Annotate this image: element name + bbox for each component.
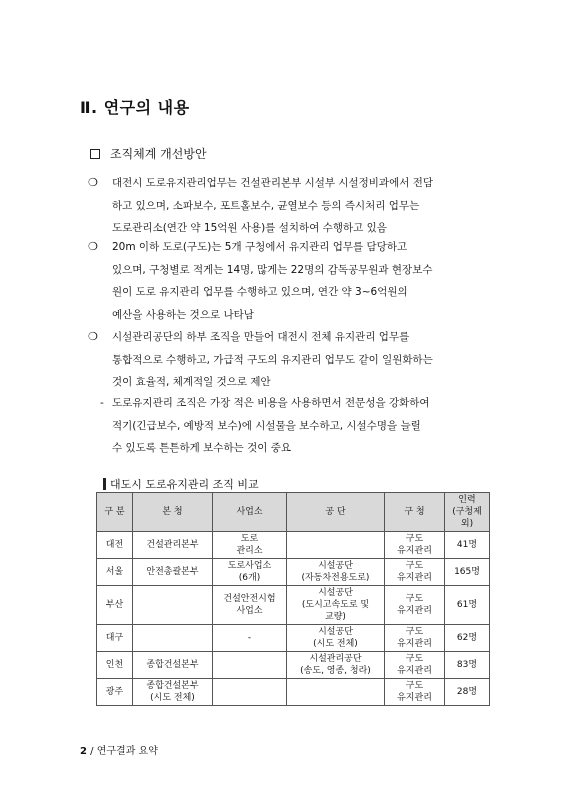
footer-text: 연구결과 요약	[96, 746, 158, 757]
subsection-title: 조직체계 개선방안	[110, 147, 207, 161]
bullet-line: 통합적으로 수행하고, 가급적 구도의 유지관리 업무도 같이 일원화하는	[112, 353, 433, 366]
dash-line: 수 있도록 튼튼하게 보수하는 것이 중요	[112, 442, 291, 454]
table-cell: 62명	[445, 625, 490, 652]
table-row	[97, 652, 490, 679]
table-caption-text: 대도시 도로유지관리 조직 비교	[110, 478, 259, 491]
table-cell: 서울	[97, 559, 133, 586]
table-cell: 구도 유지관리	[385, 586, 445, 625]
table-cell: 안전총괄본부	[133, 559, 213, 586]
table-cell: 인천	[97, 652, 133, 679]
table-cell: 41명	[445, 532, 490, 559]
organization-comparison-table	[96, 492, 490, 706]
circle-bullet-icon: ❍	[88, 330, 98, 343]
dash-line: 도로유지관리 조직은 가장 적은 비용을 사용하면서 전문성을 강화하여	[112, 397, 430, 409]
table-cell: -	[213, 625, 287, 652]
table-header-cell: 인력 (구청제외)	[445, 493, 490, 532]
page-number: 2	[80, 746, 87, 757]
table-cell: 도로사업소 (6개)	[213, 559, 287, 586]
table-header-cell: 공 단	[287, 493, 385, 532]
circle-bullet-icon: ❍	[88, 176, 98, 189]
table-cell: 시설공단 (도시고속도로 및 교량)	[287, 586, 385, 625]
table-header-cell: 구 청	[385, 493, 445, 532]
table-row	[97, 625, 490, 652]
square-bullet-icon	[90, 149, 100, 159]
table-caption	[103, 476, 259, 492]
table-cell: 대전	[97, 532, 133, 559]
bullet-item-2	[88, 236, 493, 326]
table-cell	[287, 679, 385, 706]
table-cell: 61명	[445, 586, 490, 625]
table-cell: 종합건설본부 (시도 전체)	[133, 679, 213, 706]
table-cell: 165명	[445, 559, 490, 586]
caption-bar-icon	[103, 478, 106, 490]
table-cell: 광주	[97, 679, 133, 706]
page-footer	[80, 742, 158, 757]
table-cell: 구도 유지관리	[385, 559, 445, 586]
table-cell	[213, 652, 287, 679]
bullet-line: 시설관리공단의 하부 조직을 만들어 대전시 전체 유지관리 업무를	[112, 331, 410, 343]
table-cell: 구도 유지관리	[385, 532, 445, 559]
bullet-line: 도로관리소(연간 약 15억원 사용)를 설치하여 수행하고 있음	[112, 222, 387, 234]
table-header-cell: 구 분	[97, 493, 133, 532]
table-cell: 시설공단 (자동차전용도로)	[287, 559, 385, 586]
table-body	[97, 532, 490, 706]
table-cell: 시설공단 (시도 전체)	[287, 625, 385, 652]
table-cell: 시설관리공단 (송도, 영종, 청라)	[287, 652, 385, 679]
table-cell: 종합건설본부	[133, 652, 213, 679]
bullet-line: 대전시 도로유지관리업무는 건설관리본부 시설부 시설정비과에서 전담	[112, 177, 433, 189]
table-cell	[287, 532, 385, 559]
table-row	[97, 679, 490, 706]
table-cell: 28명	[445, 679, 490, 706]
table-row	[97, 532, 490, 559]
bullet-item-1	[88, 172, 493, 240]
table-cell: 83명	[445, 652, 490, 679]
circle-bullet-icon: ❍	[88, 240, 98, 253]
bullet-line: 있으며, 구청별로 적게는 14명, 많게는 22명의 감독공무원과 현장보수	[112, 263, 433, 276]
table-cell: 부산	[97, 586, 133, 625]
table-cell	[133, 625, 213, 652]
dash-line: 적기(긴급보수, 예방적 보수)에 시설물을 보수하고, 시설수명을 늘릴	[112, 419, 421, 432]
dash-bullet: -	[100, 397, 104, 409]
section-title: Ⅱ. 연구의 내용	[80, 98, 190, 117]
table-cell: 대구	[97, 625, 133, 652]
table-header-cell: 사업소	[213, 493, 287, 532]
bullet-line: 하고 있으며, 소파보수, 포트홀보수, 균열보수 등의 즉시처리 업무는	[112, 199, 420, 212]
bullet-line: 예산을 사용하는 것으로 나타남	[112, 308, 254, 321]
table-cell: 구도 유지관리	[385, 625, 445, 652]
table-cell: 도로 관리소	[213, 532, 287, 559]
table-header-row	[97, 493, 490, 532]
table-cell: 건설관리본부	[133, 532, 213, 559]
bullet-item-3	[88, 326, 493, 394]
table-cell	[133, 586, 213, 625]
table-cell: 건설안전시험 사업소	[213, 586, 287, 625]
dash-item	[100, 392, 495, 460]
table-header-cell: 본 청	[133, 493, 213, 532]
subsection-heading	[90, 145, 207, 162]
footer-separator: /	[90, 746, 94, 757]
bullet-line: 20m 이하 도로(구도)는 5개 구청에서 유지관리 업무를 담당하고	[112, 241, 408, 253]
table-row	[97, 559, 490, 586]
table-cell: 구도 유지관리	[385, 679, 445, 706]
bullet-line: 원이 도로 유지관리 업무를 수행하고 있으며, 연간 약 3~6억원의	[112, 286, 408, 298]
table-cell: 구도 유지관리	[385, 652, 445, 679]
bullet-line: 것이 효율적, 체계적일 것으로 제안	[112, 376, 271, 388]
table-cell	[213, 679, 287, 706]
table-row	[97, 586, 490, 625]
